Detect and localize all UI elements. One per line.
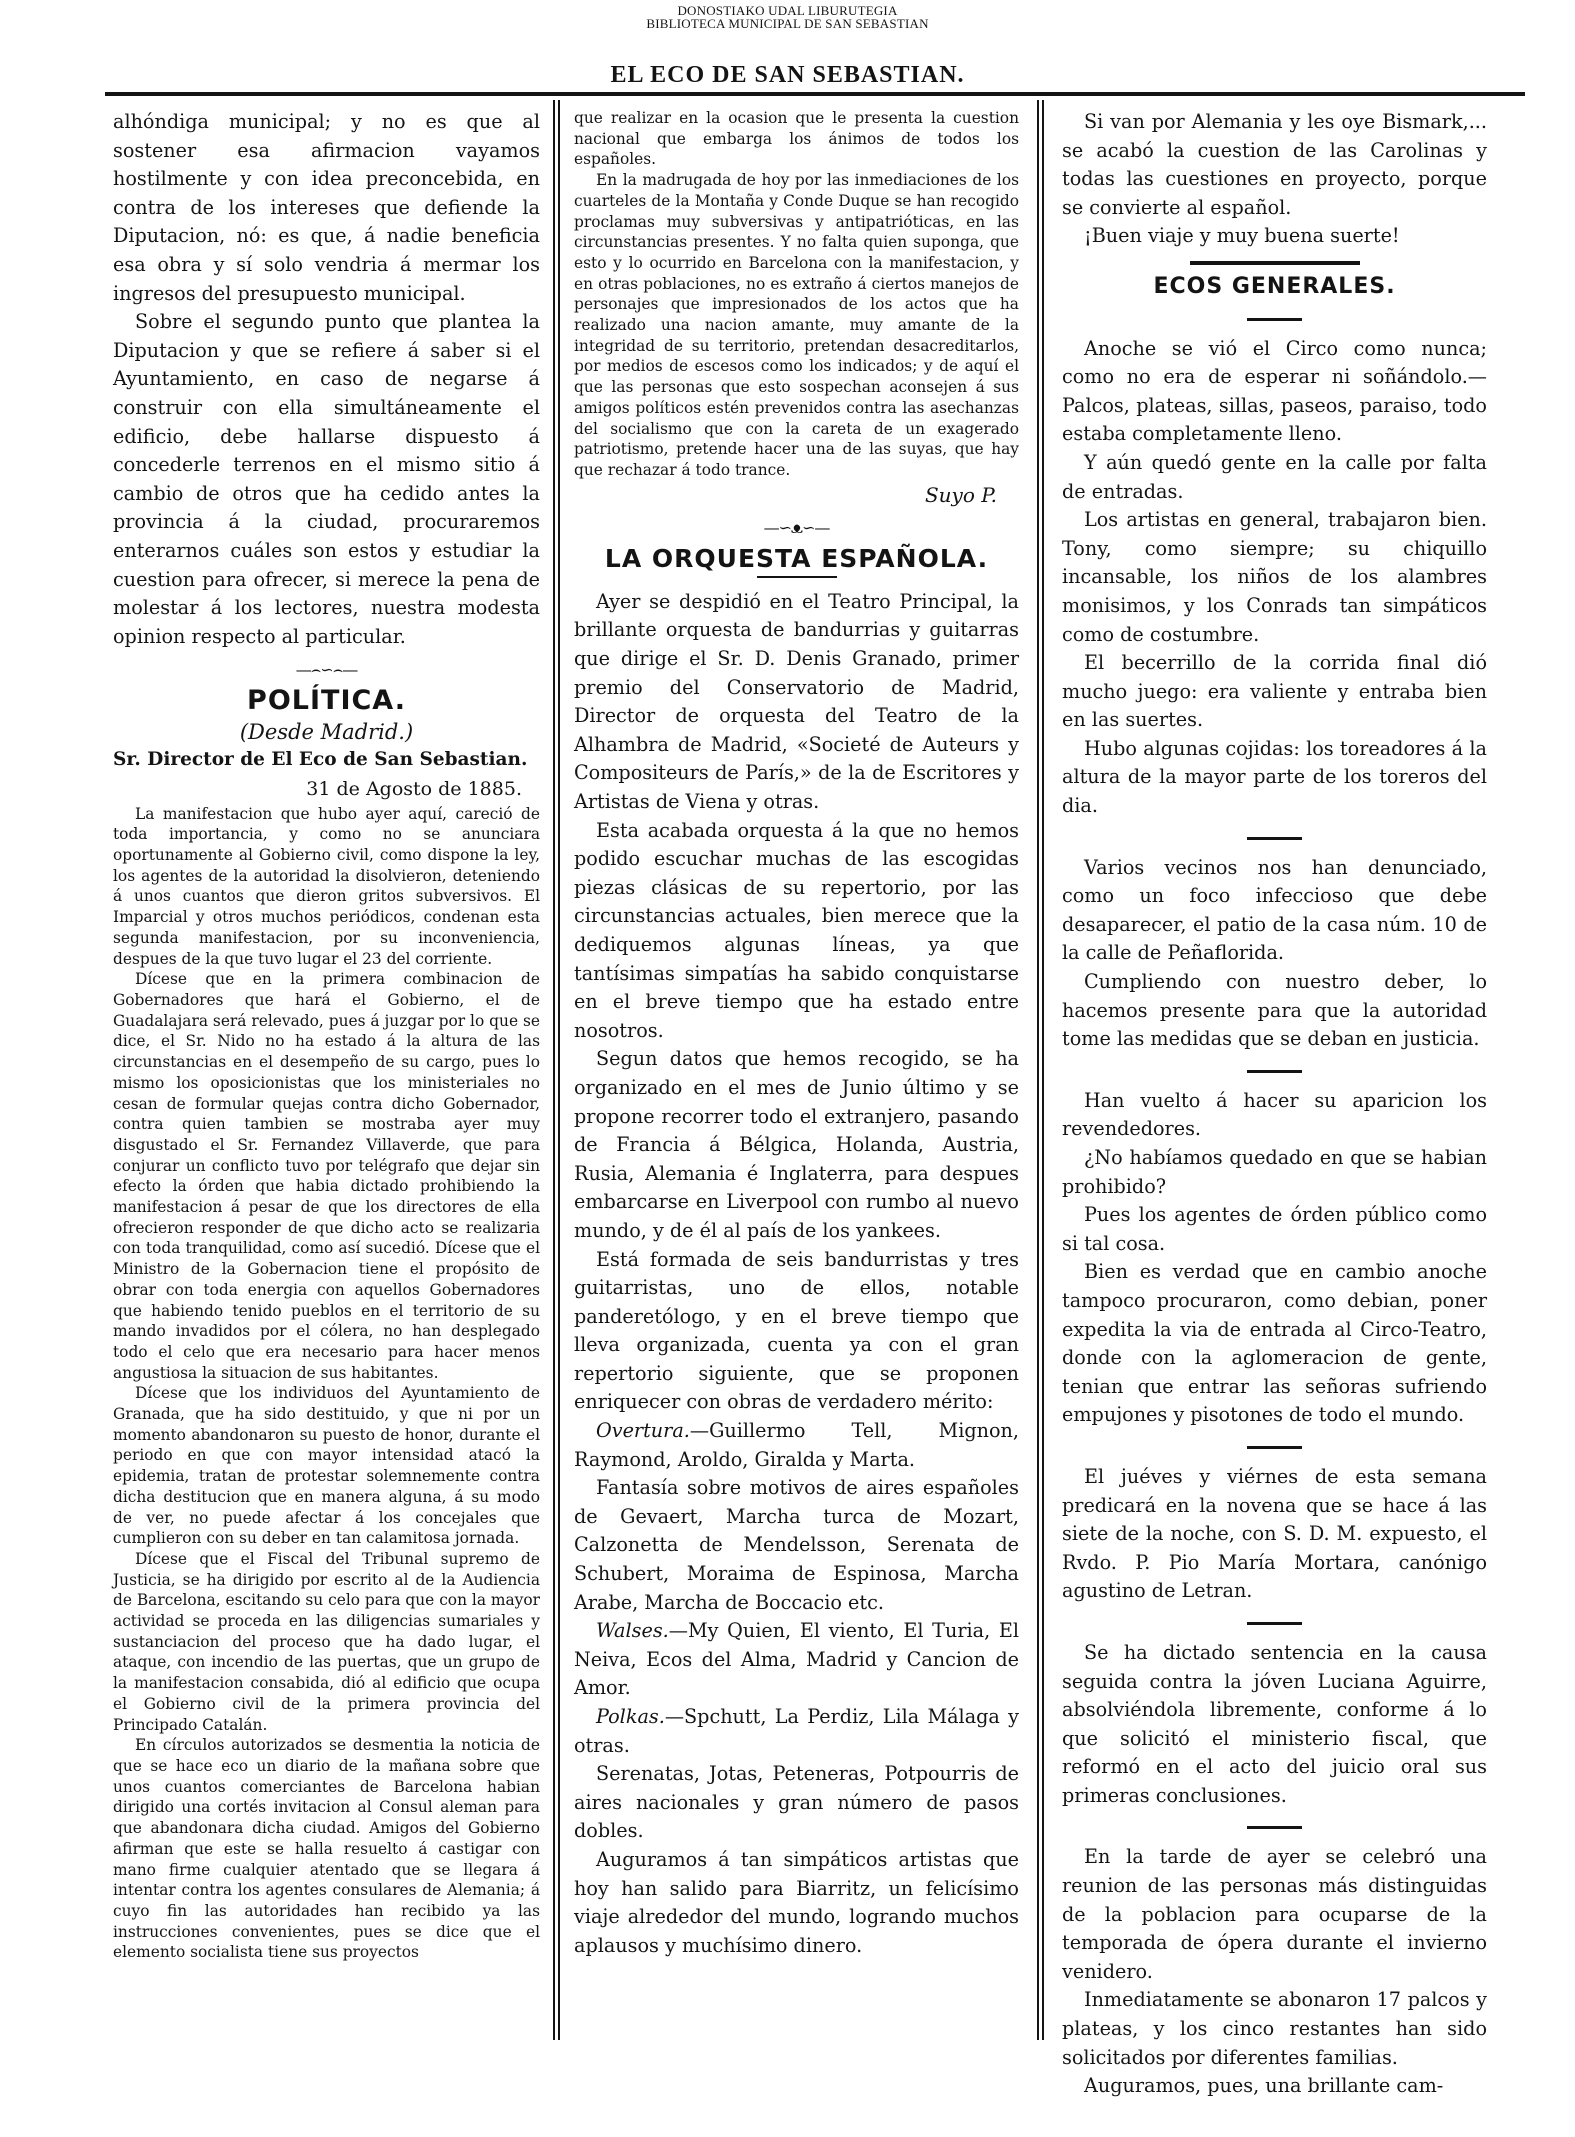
item-separator — [1247, 1826, 1302, 1829]
repertoire-label: Overtura. — [596, 1419, 690, 1443]
paragraph: ¿No habíamos quedado en que se habian prohibido? — [1062, 1146, 1487, 1198]
repertoire-text: —Guillermo Tell, Mignon, Raymond, Aroldo, Giralda y Marta. — [574, 1419, 1019, 1471]
paragraph: Bien es verdad que en cambio anoche tampoco procuraron, como debian, poner expedita la via de entrada al Circo-Teatro, donde con la aglomeracion de gente, tenian que entrar las señoras sufriendo empujones y pisotones de todo el mundo. — [1062, 1260, 1487, 1427]
news-item — [1062, 1087, 1487, 1430]
masthead-rule — [105, 92, 1525, 96]
paragraph: Segun datos que hemos recogido, se ha organizado en el mes de Junio último y se propone recorrer todo el extranjero, pasando de Francia á Bélgica, Holanda, Austria, Rusia, Alemania é Inglaterra, para despues embarcarse en Liverpool con rumbo al nuevo mundo, y de él al país de los yankees. — [574, 1047, 1019, 1242]
repertoire-item — [574, 1703, 1019, 1760]
news-item — [1062, 1639, 1487, 1811]
politica-continuation — [574, 108, 1019, 481]
paragraph: que realizar en la ocasion que le presenta la cuestion nacional que embarga los ánimos de todos los españoles. — [574, 109, 1019, 169]
paragraph: ¡Buen viaje y muy buena suerte! — [1084, 224, 1400, 248]
paragraph: Y aún quedó gente en la calle por falta de entradas. — [1062, 450, 1487, 503]
paragraph: En la tarde de ayer se celebró una reunion de las personas más distinguidas de la poblacion para ocuparse de la temporada de ópera durante el invierno venidero. — [1062, 1845, 1487, 1983]
ornament-divider: —⌢∽⌢— — [295, 660, 358, 680]
ornament-divider: —∽ᴥ∽— — [763, 518, 830, 538]
item-separator — [1247, 837, 1302, 840]
library-stamp-spanish: BIBLIOTECA MUNICIPAL DE SAN SEBASTIAN — [646, 16, 929, 31]
repertoire-label: Polkas. — [596, 1705, 665, 1728]
paragraph: Varios vecinos nos han denunciado, como un foco infeccioso que debe desaparecer, el patio de la casa núm. 10 de la calle de Peñaflorida. — [1062, 855, 1487, 965]
paragraph: La manifestacion que hubo ayer aquí, careció de toda importancia, y como no se anunciara oportunamente al Gobierno civil, como dispone la ley, los agentes de la autoridad la disolvieron, deteniendo á unos cuantos que dieron gritos subversivos. El Imparcial y otros muchos periódicos, condenan esta segunda manifestacion, por su inconveniencia, despues de la que tuvo lugar el 23 del corriente. — [113, 804, 540, 968]
paragraph: Dícese que en la primera combinacion de Gobernadores que hará el Gobierno, el de Guadalajara será relevado, pues á juzgar por lo que se dice, el Sr. Nido no ha estado á la altura de las circunstancias en el desempeño de su cargo, pues lo mismo los oposicionistas que los ministeriales no cesan de formular quejas contra dicho Gobernador, contra quien tambien se mostraba ayer muy disgustado el Sr. Fernandez Villaverde, que para conjurar un conflicto tuvo por telégrafo que dejar sin efecto la órden que habia dictado prohibiendo la manifestacion á pesar de que los directores de ella ofrecieron responder de que dicho acto se realizaria con toda tranquilidad, como así sucedió. Dícese que el Ministro de la Gobernacion tiene el propósito de obrar con toda energia con aquellos Gobernadores que habiendo tenido pueblos en el territorio de su mando invadidos por el cólera, no han desplegado todo el celo que era necesario para hacer menos angustiosa la situacion de sus habitantes. — [113, 970, 540, 1382]
section-subtitle: (Desde Madrid.) — [239, 719, 414, 744]
library-stamp — [0, 4, 1575, 30]
paragraph: Auguramos á tan simpáticos artistas que hoy han salido para Biarritz, un felicísimo viaje alrededor del mundo, logrando muchos aplausos y muchísimo dinero. — [574, 1847, 1019, 1957]
item-separator — [1247, 1446, 1302, 1449]
paragraph: alhóndiga municipal; y no es que al sostener esa afirmacion vayamos hostilmente y con idea preconcebida, en contra de los intereses que defiende la Diputacion, nó: es que, á nadie beneficia esa obra y sí solo vendria á mermar los ingresos del presupuesto municipal. — [113, 110, 540, 305]
title-underline — [1247, 318, 1302, 321]
letter-salutation: Sr. Director de El Eco de San Sebastian. — [113, 749, 528, 771]
repertoire-text: Serenatas, Jotas, Peteneras, Potpourris de aires nacionales y gran número de pasos dobles. — [574, 1762, 1019, 1843]
item-separator — [1247, 1622, 1302, 1625]
paragraph: Auguramos, pues, una brillante cam- — [1084, 2074, 1444, 2098]
news-item — [1062, 1463, 1487, 1606]
paragraph: Los artistas en general, trabajaron bien. Tony, como siempre; su chiquillo incansable, los niños de los alambres monisimos, y los Conrads tan simpáticos como de costumbre. — [1062, 508, 1487, 646]
repertoire-item — [574, 1617, 1019, 1703]
paragraph: Ayer se despidió en el Teatro Principal, la brillante orquesta de bandurrias y guitarras que dirige el Sr. D. Denis Granado, primer premio del Conservatorio de Madrid, Director de orquesta del Teatro de la Alhambra de Madrid, «Societé de Auteurs y Compositeurs de París,» de la de Escritores y Artistas de Viena y otras. — [574, 589, 1019, 813]
paragraph: Inmediatamente se abonaron 17 palcos y plateas, y los cinco restantes han sido solicitados por diferentes familias. — [1062, 1988, 1487, 2069]
paragraph: Se ha dictado sentencia en la causa seguida contra la jóven Luciana Aguirre, absolviéndola libremente, conforme á lo que solicitó el ministerio fiscal, que reformó en el acto del juicio oral sus primeras conclusiones. — [1062, 1640, 1487, 1807]
repertoire-item — [574, 1474, 1019, 1617]
repertoire-text: —My Quien, El viento, El Turia, El Neiva, Ecos del Alma, Madrid y Cancion de Amor. — [574, 1619, 1019, 1700]
column-divider — [558, 100, 560, 2040]
section-title-orquesta: LA ORQUESTA ESPAÑOLA. — [604, 544, 989, 574]
column-left — [113, 108, 540, 1963]
paragraph: Dícese que el Fiscal del Tribunal supremo de Justicia, se ha dirigido por escrito al de la Audiencia de Barcelona, escitando su celo para que con la mayor actividad se proceda en las diligencias sumariales y sustanciacion del proceso que ha dado lugar, el ataque, con incendio de las puertas, que un grupo de la manifestacion consabida, dió al edificio que ocupa el Gobierno civil de la primera provincia del Principado Catalán. — [113, 1549, 540, 1734]
column-right — [1062, 108, 1487, 2101]
paragraph: Han vuelto á hacer su aparicion los revendedores. — [1062, 1088, 1487, 1141]
politica-body — [113, 804, 540, 1963]
item-separator — [1247, 1070, 1302, 1073]
paragraph: Anoche se vió el Circo como nunca; como no era de esperar ni soñándolo.— Palcos, plateas, sillas, paseos, paraiso, todo estaba completamente lleno. — [1062, 336, 1487, 446]
repertoire-text: Fantasía sobre motivos de aires españoles de Gevaert, Marcha turca de Mozart, Calzonetta de Mendelsson, Serenata de Schubert, Moraima de Espinosa, Marcha Arabe, Marcha de Boccacio etc. — [574, 1476, 1019, 1614]
section-rule — [1190, 261, 1360, 265]
paragraph: Pues los agentes de órden público como si tal cosa. — [1062, 1203, 1487, 1255]
section-title-politica: POLÍTICA. — [247, 685, 406, 717]
newspaper-masthead: EL ECO DE SAN SEBASTIAN. — [610, 62, 965, 88]
paragraph: Cumpliendo con nuestro deber, lo hacemos presente para que la autoridad tome las medidas que se deban en justicia. — [1062, 970, 1487, 1051]
column-divider — [553, 100, 555, 2040]
news-item — [1062, 1843, 1487, 2100]
paragraph: El juéves y viérnes de esta semana predicará en la novena que se hace á las siete de la noche, con S. D. M. expuesto, el Rvdo. P. Pio María Mortara, canónigo agustino de Letran. — [1062, 1464, 1487, 1603]
news-item — [1062, 854, 1487, 1054]
repertoire-label: Walses. — [596, 1619, 669, 1643]
repertoire-text: —Spchutt, La Perdiz, Lila Málaga y otras. — [574, 1705, 1019, 1757]
repertoire-item — [574, 1760, 1019, 1846]
paragraph: Sobre el segundo punto que plantea la Diputacion y que se refiere á saber si el Ayuntamiento, en caso de negarse á construir con ella simultáneamente el edificio, debe hallarse dispuesto á concederle terrenos en el mismo sitio á cambio de otros que ha cedido antes la provincia á la ciudad, procuraremos enterarnos cuáles son estos y estudiar la cuestion para ofrecer, si merece la pena de molestar á los lectores, nuestra modesta opinion respecto al particular. — [113, 310, 540, 648]
paragraph: Esta acabada orquesta á la que no hemos podido escuchar muchas de las escogidas piezas clásicas de su repertorio, por las circunstancias actuales, bien merece que la dediquemos algunas líneas, ya que tantísimas simpatías ha sabido conquistarse en el breve tiempo que ha estado entre nosotros. — [574, 818, 1019, 1042]
news-item — [1062, 335, 1487, 821]
column-middle — [574, 108, 1019, 1960]
letter-signature: Suyo P. — [924, 482, 997, 507]
column-divider — [1042, 100, 1044, 2040]
section-title-ecos-generales: ECOS GENERALES. — [1153, 273, 1396, 299]
library-stamp-basque: DONOSTIAKO UDAL LIBURUTEGIA — [677, 3, 898, 18]
paragraph: Dícese que los individuos del Ayuntamiento de Granada, que ha sido destituido, y que ni por un momento abandonaron su puesto de honor, durante el periodo en que con mayor intensidad atacó la epidemia, tratan de protestar solemnemente contra dicha destitucion que en manera alguna, á su modo de ver, no puede afectar á los concejales que cumplieron con su deber en tan calamitosa jornada. — [113, 1384, 540, 1548]
paragraph: Está formada de seis bandurristas y tres guitarristas, uno de ellos, notable panderetólogo, y en el breve tiempo que lleva organizada, cuenta ya con el gran repertorio siguiente, que se proponen enriquecer con obras de verdadero mérito: — [574, 1247, 1019, 1414]
repertoire-item — [574, 1417, 1019, 1474]
paragraph: En círculos autorizados se desmentia la noticia de que se hace eco un diario de la mañana sobre que unos cuantos comerciantes de Barcelona habian dirigido una cortés invitacion al Consul aleman para que abandonara dicha ciudad. Amigos del Gobierno afirman que este se halla resuelto á castigar con mano firme cualquier atentado que se llegara á intentar contra los agentes consulares de Alemania; á cuyo fin las autoridades han recibido ya las instrucciones convenientes, pues se dice que el elemento socialista tiene sus proyectos — [113, 1736, 540, 1962]
letter-dateline: 31 de Agosto de 1885. — [306, 778, 522, 801]
paragraph: Si van por Alemania y les oye Bismark,... se acabó la cuestion de las Carolinas y todas las cuestiones en proyecto, porque se convierte al español. — [1062, 110, 1487, 219]
paragraph: En la madrugada de hoy por las inmediaciones de los cuarteles de la Montaña y Conde Duque se han recogido proclamas muy subversivas y antipatrióticas, en las circunstancias presentes. Y no falta quien suponga, que esto y lo ocurrido en Barcelona con la manifestacion, y en otras poblaciones, no es extraño á ciertos manejos de personajes que impresionados de los actos que ha realizado una nacion amante, muy amante de la integridad de su territorio, pretendan desacreditarlos, por medios de escesos como los indicados; y de aquí el que las personas que esto sospechan aconsejen á sus amigos políticos estén prevenidos contra las asechanzas del socialismo que con la careta de un exagerado patriotismo, pretende hacer una de las suyas, que hay que rechazar á todo trance. — [574, 171, 1019, 479]
column-divider — [1037, 100, 1039, 2040]
paragraph: Hubo algunas cojidas: los toreadores á la altura de la mayor parte de los toreros del dia. — [1062, 736, 1487, 818]
title-underline — [757, 576, 837, 578]
paragraph: El becerrillo de la corrida final dió mucho juego: era valiente y entraba bien en las suertes. — [1062, 651, 1487, 732]
